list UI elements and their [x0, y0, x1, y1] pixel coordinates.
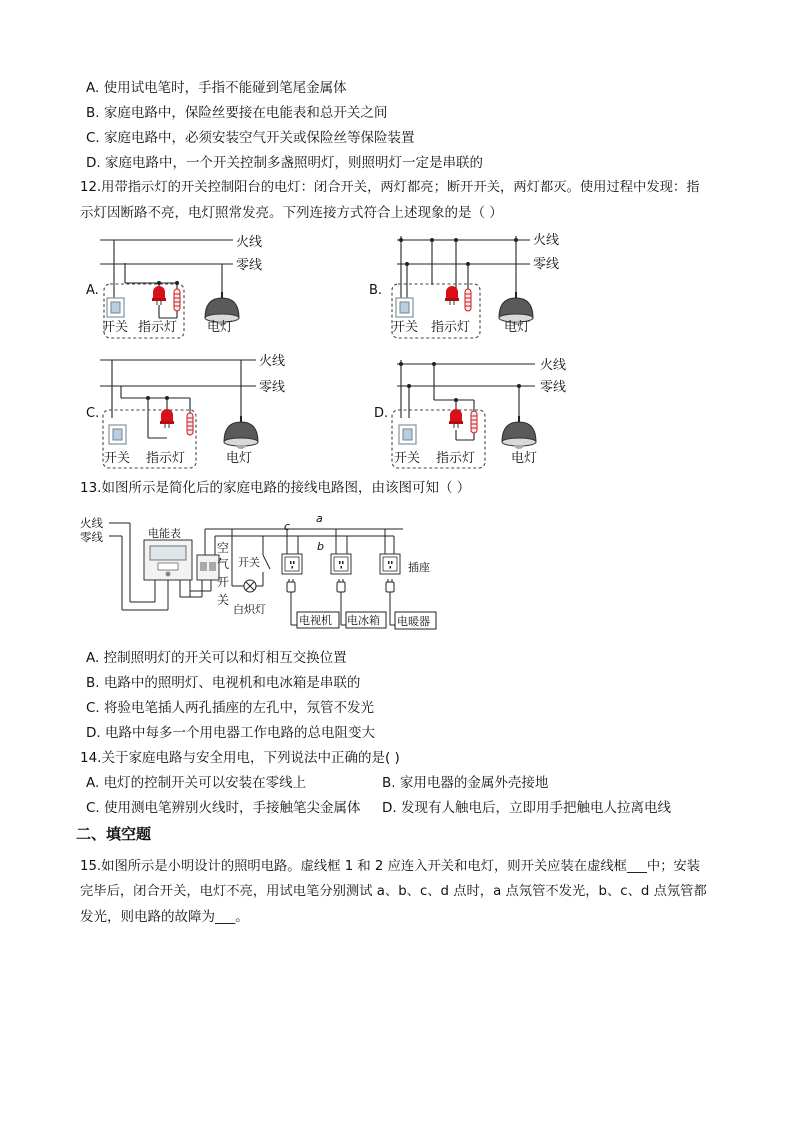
q12b-live-label: 火线 [533, 233, 560, 248]
q12d-lamp-label: 电灯 [511, 451, 538, 466]
q11-option-d: D. 家庭电路中，一个开关控制多盏照明灯，则照明灯一定是串联的 [86, 155, 483, 171]
q13-neutral-label: 零线 [80, 530, 103, 544]
q12c-lamp-label: 电灯 [226, 451, 253, 466]
q12d-indicator-label: 指示灯 [436, 451, 476, 466]
q12-option-d-letter: D. [374, 406, 389, 421]
q13-switch-label: 开关 [238, 556, 260, 569]
section-title-fill-in: 二、填空题 [76, 825, 152, 843]
q13-option-c: C. 将验电笔插人两孔插座的左孔中，氖管不发光 [86, 700, 375, 716]
q13-socket-label: 插座 [408, 561, 430, 574]
q12-stem-line2: 示灯因断路不亮，电灯照常发亮。下列连接方式符合上述现象的是（ ） [80, 205, 503, 221]
q14-option-c: C. 使用测电笔辨别火线时，手接触笔尖金属体 [86, 800, 361, 816]
q12b-neutral-label: 零线 [533, 257, 560, 272]
q12c-switch-label: 开关 [104, 451, 131, 466]
q14-option-b: B. 家用电器的金属外壳接地 [382, 775, 549, 791]
q12a-lamp-label: 电灯 [207, 320, 234, 335]
q12b-switch-label: 开关 [392, 320, 419, 335]
q13-bulb-label: 白炽灯 [233, 603, 266, 616]
q14-option-d: D. 发现有人触电后，立即用手把触电人拉离电线 [382, 800, 671, 816]
q12b-indicator-label: 指示灯 [431, 320, 471, 335]
q14-option-a: A. 电灯的控制开关可以安装在零线上 [86, 775, 307, 791]
q13-air-switch-char-3: 开 [217, 575, 230, 589]
q12d-neutral-label: 零线 [540, 380, 567, 395]
q13-meter-label: 电能表 [148, 527, 181, 540]
q13-air-switch-char-1: 空 [217, 541, 230, 555]
q12d-switch-label: 开关 [394, 451, 421, 466]
q11-option-b: B. 家庭电路中，保险丝要接在电能表和总开关之间 [86, 105, 388, 121]
q13-option-d: D. 电路中每多一个用电器工作电路的总电阻变大 [86, 725, 375, 741]
q12a-indicator-label: 指示灯 [138, 320, 178, 335]
q13-heater-label: 电暖器 [397, 615, 430, 628]
q11-option-c: C. 家庭电路中，必须安装空气开关或保险丝等保险装置 [86, 130, 415, 146]
q12a-neutral-label: 零线 [236, 258, 263, 273]
q15-line1: 15.如图所示是小明设计的照明电路。虚线框 1 和 2 应连入开关和电灯，则开关应装在虚线框___中；安装 [80, 859, 701, 874]
q12c-live-label: 火线 [259, 354, 286, 369]
q12d-live-label: 火线 [540, 358, 567, 373]
q13-air-switch-char-4: 关 [217, 593, 230, 607]
q13-stem: 13.如图所示是简化后的家庭电路的接线电路图，由该图可知（ ） [80, 480, 471, 496]
q13-wiring-diagram [0, 500, 794, 640]
q12a-switch-label: 开关 [102, 320, 129, 335]
q14-stem: 14.关于家庭电路与安全用电，下列说法中正确的是( ) [80, 750, 400, 766]
q13-option-a: A. 控制照明灯的开关可以和灯相互交换位置 [86, 650, 347, 666]
q13-point-b: b [317, 540, 324, 553]
q12-option-a-letter: A. [86, 283, 99, 298]
q12-option-b-letter: B. [369, 283, 383, 298]
q12a-live-label: 火线 [236, 235, 263, 250]
q13-live-label: 火线 [80, 516, 103, 530]
q13-point-c: c [284, 520, 291, 533]
q15-line2: 完毕后，闭合开关，电灯不亮，用试电笔分别测试 a、b、c、d 点时，a 点氖管不发光，b、c、d 点氖管都 [80, 884, 707, 899]
q11-option-a: A. 使用试电笔时，手指不能碰到笔尾金属体 [86, 80, 347, 96]
q15-line3: 发光，则电路的故障为___。 [80, 909, 249, 925]
q12c-indicator-label: 指示灯 [146, 451, 186, 466]
q13-tv-label: 电视机 [299, 614, 332, 627]
q13-point-a: a [316, 512, 323, 525]
q13-air-switch-char-2: 气 [217, 557, 230, 571]
q12b-lamp-label: 电灯 [504, 320, 531, 335]
q13-option-b: B. 电路中的照明灯、电视机和电冰箱是串联的 [86, 675, 361, 691]
q12-circuit-diagrams [0, 0, 794, 480]
q12-option-c-letter: C. [86, 406, 100, 421]
q12c-neutral-label: 零线 [259, 380, 286, 395]
q12-stem-line1: 12.用带指示灯的开关控制阳台的电灯：闭合开关，两灯都亮；断开开关，两灯都灭。使用过程中发现：指 [80, 180, 700, 195]
q13-fridge-label: 电冰箱 [347, 614, 380, 627]
